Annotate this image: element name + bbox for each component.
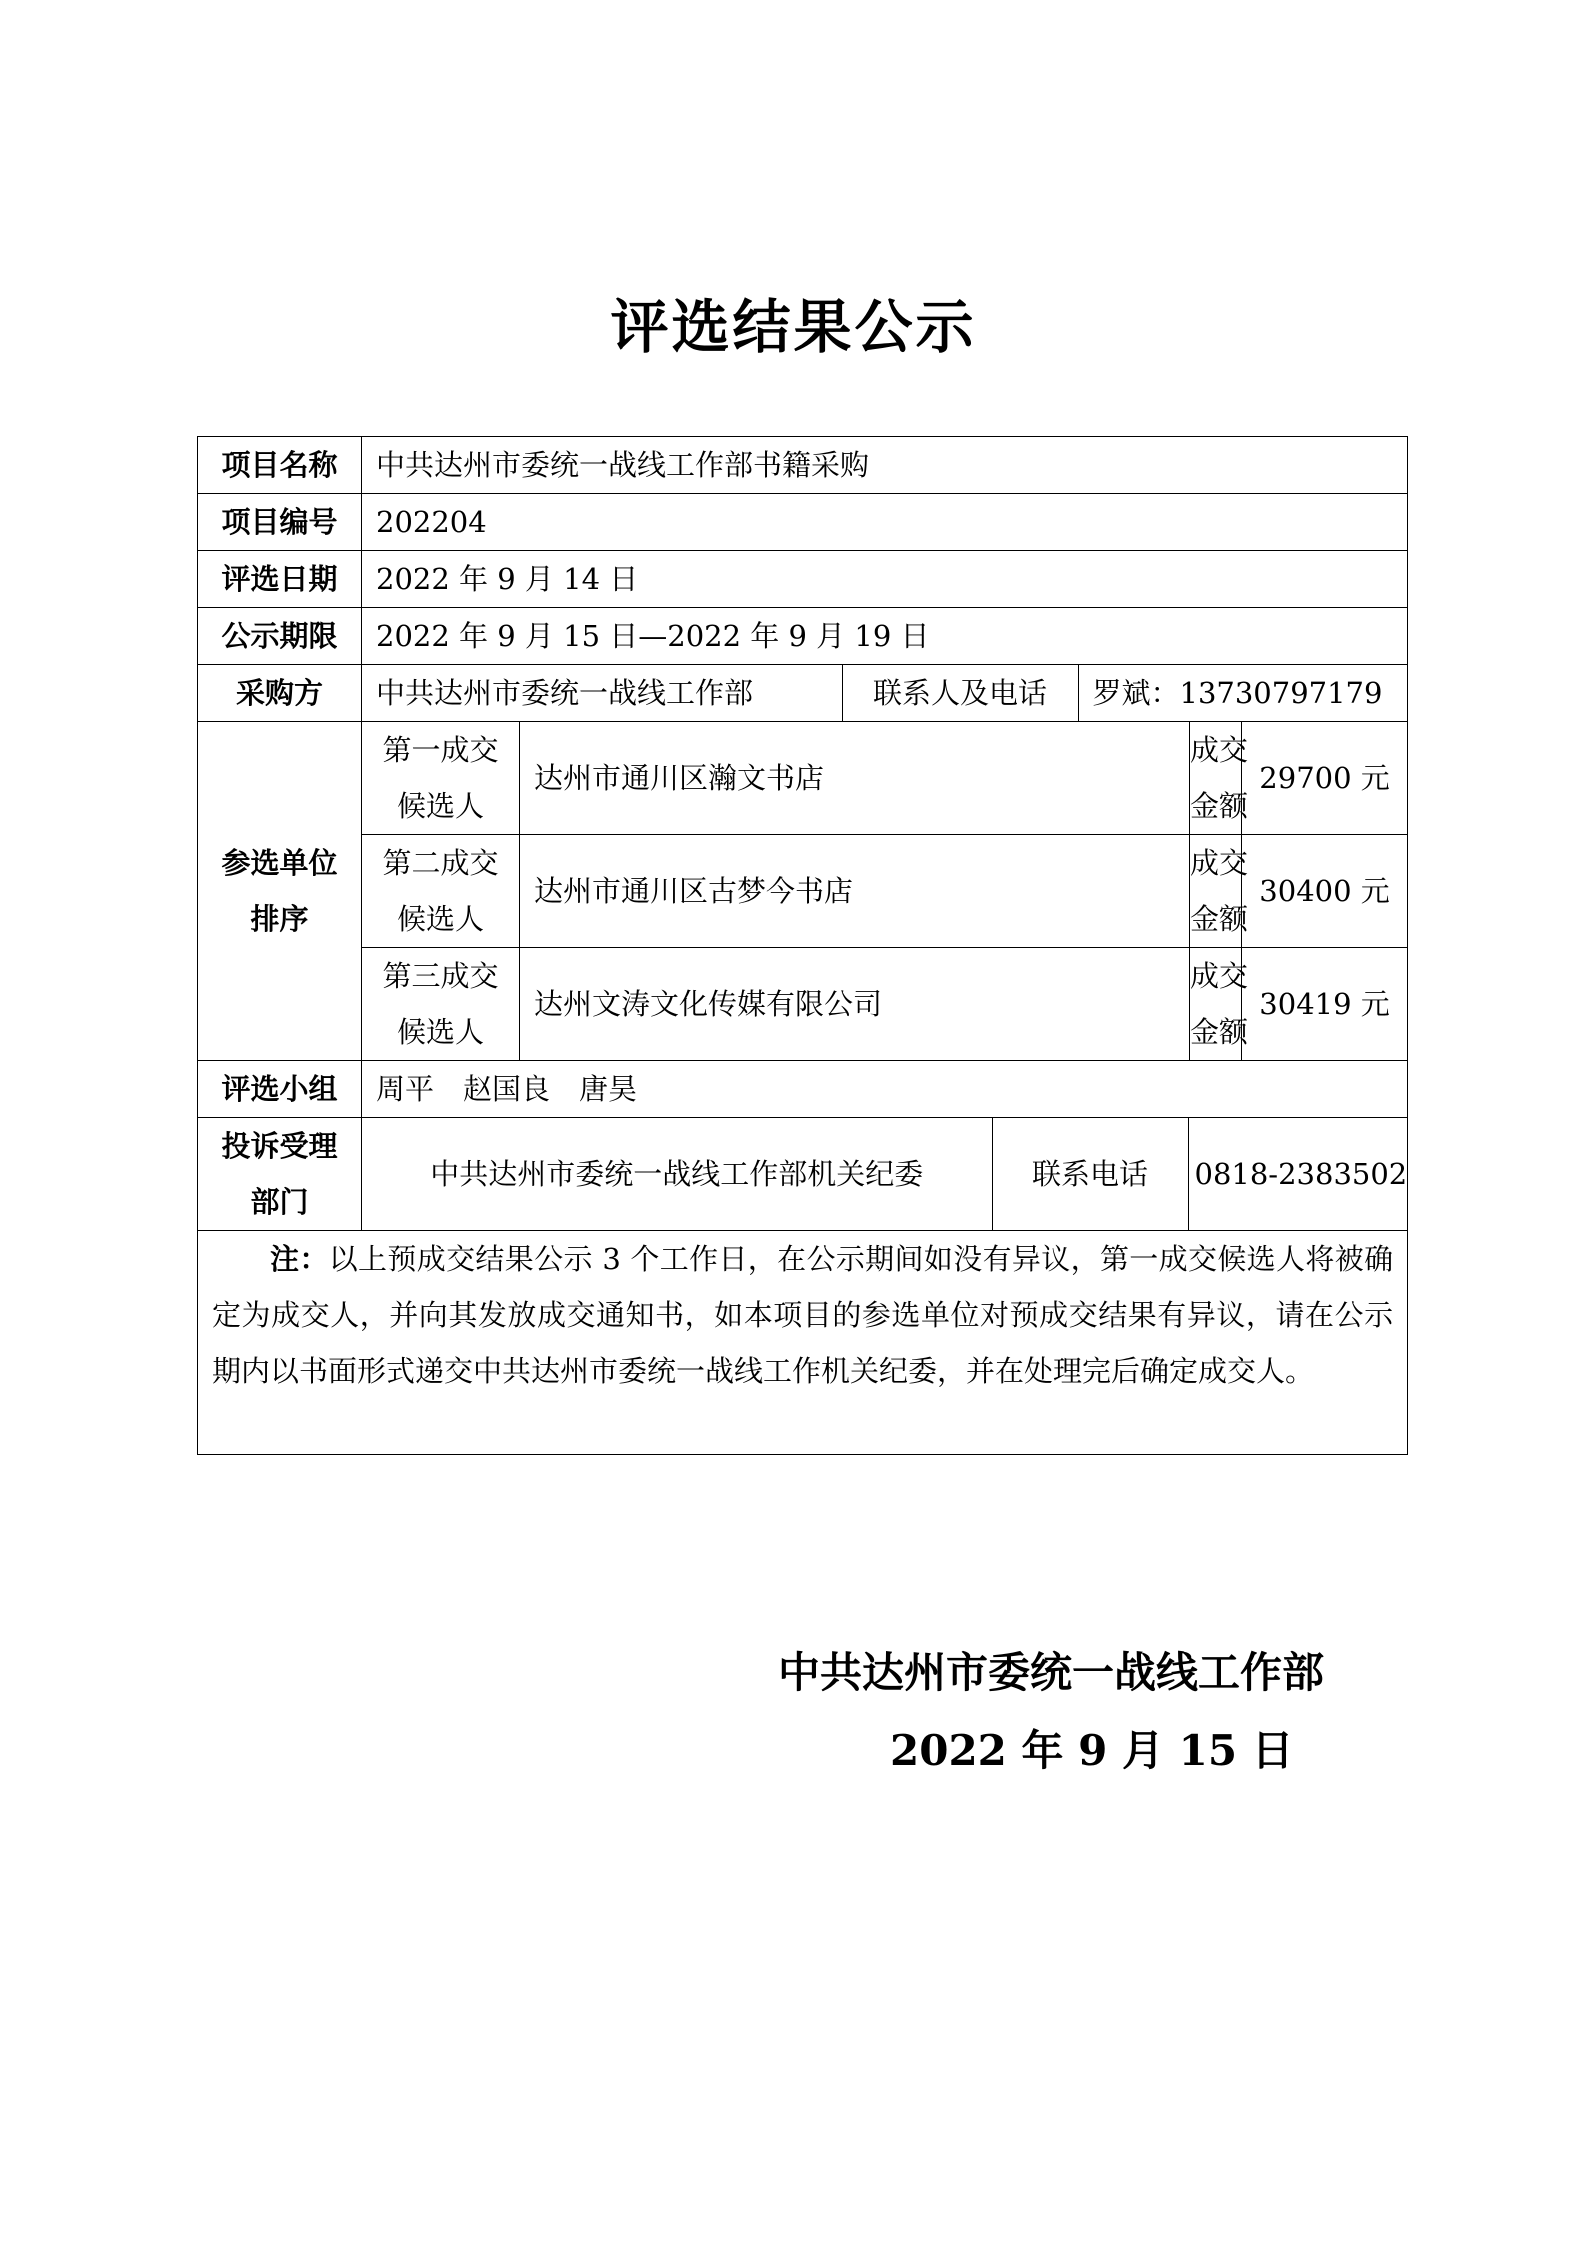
project-no-label: 项目编号 — [198, 494, 362, 551]
amount-label-line1: 成交 — [1190, 733, 1249, 767]
complaint-phone-label: 联系电话 — [992, 1118, 1188, 1230]
project-no-value: 202204 — [362, 494, 1408, 551]
candidates-label-line1: 参选单位 — [221, 846, 338, 880]
candidate-name: 达州市通川区古梦今书店 — [520, 835, 1190, 948]
amount-label-line2: 金额 — [1190, 789, 1249, 823]
eval-date-value: 2022 年 9 月 14 日 — [362, 551, 1408, 608]
rank-line2: 候选人 — [396, 1015, 484, 1049]
note — [198, 1231, 1408, 1455]
rank-line1: 第二成交 — [382, 846, 499, 880]
candidate-rank — [362, 722, 520, 835]
complaint-dept: 中共达州市委统一战线工作部机关纪委 — [430, 1157, 924, 1191]
amount-label — [1190, 948, 1249, 1061]
amount-label-line1: 成交 — [1190, 959, 1249, 993]
complaint-label-line2: 部门 — [250, 1185, 309, 1219]
result-table — [197, 436, 1408, 1455]
panel-label: 评选小组 — [198, 1061, 362, 1118]
complaint-phone: 0818-2383502 — [1188, 1118, 1407, 1230]
row-panel — [198, 1061, 1408, 1118]
candidate-row — [198, 722, 1408, 835]
candidates-label — [198, 722, 362, 1061]
candidate-amount: 29700 元 — [1242, 722, 1408, 835]
project-name-value: 中共达州市委统一战线工作部书籍采购 — [362, 437, 1408, 494]
signature-org: 中共达州市委统一战线工作部 — [778, 1648, 1325, 1697]
page-title: 评选结果公示 — [610, 293, 977, 361]
row-project-no — [198, 494, 1408, 551]
project-name-label: 项目名称 — [198, 437, 362, 494]
complaint-cell — [362, 1118, 1408, 1231]
note-lead: 注： — [270, 1242, 329, 1276]
candidate-name: 达州市通川区瀚文书店 — [520, 722, 1190, 835]
row-eval-date — [198, 551, 1408, 608]
purchaser-cell — [362, 665, 1408, 722]
rank-line1: 第一成交 — [382, 733, 499, 767]
rank-line1: 第三成交 — [382, 959, 499, 993]
candidate-amount: 30400 元 — [1242, 835, 1408, 948]
rank-line2: 候选人 — [396, 902, 484, 936]
purchaser-value: 中共达州市委统一战线工作部 — [376, 676, 754, 710]
notice-period-label: 公示期限 — [198, 608, 362, 665]
row-note — [198, 1231, 1408, 1455]
row-notice-period — [198, 608, 1408, 665]
row-purchaser — [198, 665, 1408, 722]
amount-label-line2: 金额 — [1190, 1015, 1249, 1049]
contact-label: 联系人及电话 — [842, 665, 1078, 721]
amount-label — [1190, 722, 1249, 835]
eval-date-label: 评选日期 — [198, 551, 362, 608]
rank-line2: 候选人 — [396, 789, 484, 823]
panel-members: 周平 赵国良 唐昊 — [362, 1061, 1408, 1118]
candidate-rank — [362, 835, 520, 948]
notice-period-value: 2022 年 9 月 15 日—2022 年 9 月 19 日 — [362, 608, 1408, 665]
candidate-row — [198, 948, 1408, 1061]
amount-label-line1: 成交 — [1190, 846, 1249, 880]
complaint-label-line1: 投诉受理 — [221, 1129, 338, 1163]
row-project-name — [198, 437, 1408, 494]
signature-date: 2022 年 9 月 15 日 — [890, 1726, 1294, 1775]
candidate-amount: 30419 元 — [1242, 948, 1408, 1061]
candidate-row — [198, 835, 1408, 948]
amount-label — [1190, 835, 1249, 948]
complaint-label — [198, 1118, 362, 1231]
row-complaint — [198, 1118, 1408, 1231]
note-text: 以上预成交结果公示 3 个工作日，在公示期间如没有异议，第一成交候选人将被确定为成交人，并向其发放成交通知书，如本项目的参选单位对预成交结果有异议，请在公示期内以书面形式递交中共达州市委统一战线工作机关纪委，并在处理完后确定成交人。 — [212, 1242, 1394, 1388]
purchaser-label: 采购方 — [198, 665, 362, 722]
contact-value: 罗斌：13730797179 — [1078, 665, 1407, 721]
candidates-label-line2: 排序 — [250, 902, 309, 936]
amount-label-line2: 金额 — [1190, 902, 1249, 936]
candidate-name: 达州文涛文化传媒有限公司 — [520, 948, 1190, 1061]
candidate-rank — [362, 948, 520, 1061]
